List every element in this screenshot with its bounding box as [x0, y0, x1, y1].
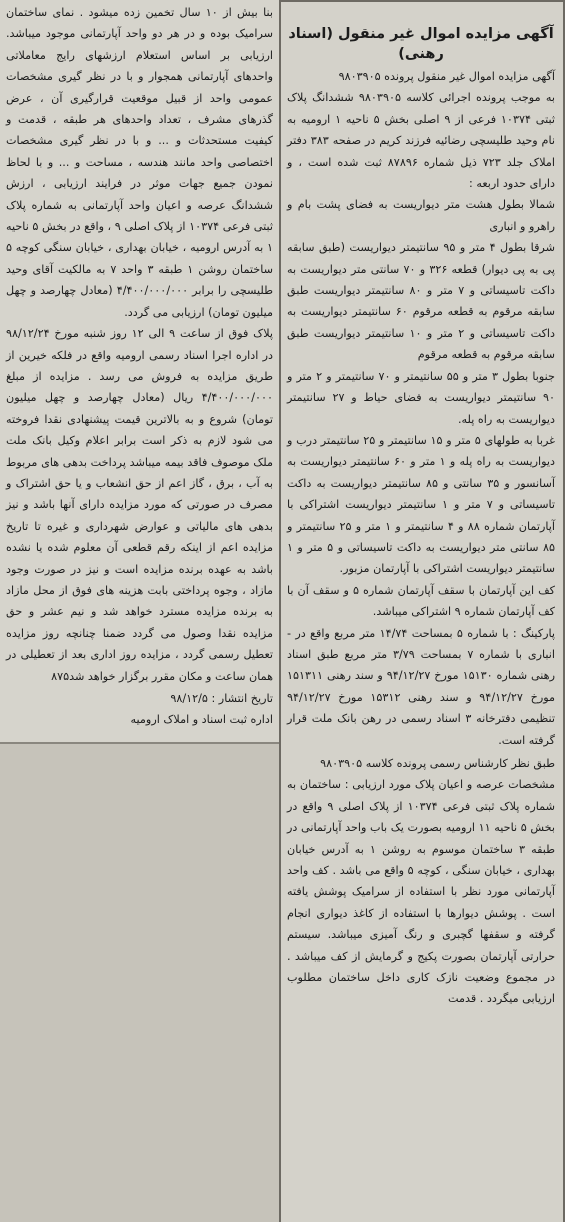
boundary-east: شرقا بطول ۴ متر و ۹۵ سانتیمتر دیواریست (طبق سابقه پی به پی دیوار) قطعه ۳۲۶ و ۷۰ سانتی متر دیواریست به داکت تاسیساتی و ۷ متر و ۸۰ سانتیمتر دیواریست طبق سابقه مرقوم به قطعه مرقوم ۶۰ سانتیمتر دیواریست به داکت تاسیساتی و ۲ متر و ۱۰ سانتیمتر دیواریست طبق سابقه مرقوم به قطعه مرقوم: [287, 241, 555, 362]
parking-storage-mortgage: پارکینگ : با شماره ۵ بمساحت ۱۴/۷۴ متر مربع واقع در - انباری با شماره ۷ بمساحت ۳/۷۹ متر مربع طبق اسناد رهنی شماره ۱۵۱۳۰ مورخ ۹۴/۱۲/۲۷ و سند رهنی ۱۵۱۳۱۱ مورخ ۹۴/۱۲/۲۷ و سند رهنی ۱۵۳۱۲ مورخ ۹۴/۱۲/۲۷ تنظیمی دفترخانه ۳ اسناد رسمی در رهن بانک ملت قرار گرفته است.: [287, 626, 556, 747]
boundary-west: غربا به طولهای ۵ متر و ۱۵ سانتیمتر و ۲۵ سانتیمتر درب و دیواریست به راه پله و ۱ متر و ۶۰ سانتیمتر دیواریست به آسانسور و ۳۵ سانتی و ۸۵ سانتیمتر دیواریست به داکت تاسیساتی و ۷ متر و ۱ سانتیمتر دیواریست اشتراکی با آپارتمان شماره ۸۸ و ۴ سانتیمتر و ۱ متر و ۲۵ سانتیمتر و ۸۵ سانتی متر دیواریست به داکت تاسیساتی و ۵ متر و ۱ سانتیمتر دیواریست اشتراکی با آپارتمان مزبور.: [287, 433, 556, 576]
plaque-description: به موجب پرونده اجرائی کلاسه ۹۸۰۳۹۰۵ ششدانگ پلاک ثبتی ۱۰۳۷۴ فرعی از ۹ اصلی بخش ۵ ناحیه ۱ ارومیه به نام وحید طلیسچی رضائیه فرزند کریم در صفحه ۳۸۳ دفتر املاک جلد ۷۲۳ ذیل شماره ۸۷۸۹۶ ثبت شده است ، و دارای حدود اربعه :: [287, 91, 555, 191]
right-column: [279, 0, 565, 1222]
publication-date: تاریخ انتشار : ۹۸/۱۲/۵: [170, 692, 273, 705]
left-column: [0, 0, 279, 744]
auction-terms-paragraph: پلاک فوق از ساعت ۹ الی ۱۲ روز شنبه مورخ ۹۸/۱۲/۲۴ در اداره اجرا اسناد رسمی ارومیه واقع در فلکه خیرین از طریق مزایده به فروش می رسد . مزایده از مبلغ ۴/۴۰۰/۰۰۰/۰۰۰ ریال (معادل چهارصد و چهل میلیون تومان) شروع و به بالاترین قیمت پیشنهادی نقدا فروخته می شود لازم به ذکر است برابر اعلام وکیل بانک ملت ملک موصوف فاقد بیمه میباشد پرداخت بدهی های مربوط به آب ، برق ، گاز اعم از حق انشعاب و یا حق اشتراک و مصرف در صورتی که مورد مزایده دارای آنها باشد و نیز بدهی های مالیاتی و عوارض شهرداری و غیره تا تاریخ مزایده اعم از اینکه رقم قطعی آن معلوم شده یا نشده باشد به عهده برنده مزایده است و نیز در صورت وجود مازاد ، وجوه پرداختی بابت هزینه های فوق از محل مازاد به برنده مزایده مسترد خواهد شد و نیم عشر و حق مزایده نقدا وصول می گردد ضمنا چنانچه روز مزایده تعطیل رسمی گردد ، مزایده روز اداری بعد از تعطیلی در همان ساعت و مکان مقرر برگزار خواهد شد۸۷۵: [6, 327, 273, 683]
boundary-south: جنوبا بطول ۳ متر و ۵۵ سانتیمتر و ۷۰ سانتیمتر و ۲ متر و ۹۰ سانتیمتر دیواریست به فضای حیاط و ۲۷ سانتیمتر دیواریست به راه پله.: [287, 369, 555, 426]
floor-ceiling-note: کف این آپارتمان با سقف آپارتمان شماره ۵ و سقف آن با کف آپارتمان شماره ۹ اشتراکی میباشد.: [287, 583, 556, 619]
notice-title: آگهی مزایده اموال غیر منقول (اسناد رهنی): [288, 26, 554, 62]
boundary-north: شمالا بطول هشت متر دیواریست به فضای پشت بام و راهرو و انباری: [287, 198, 555, 233]
valuation-paragraph: بنا بیش از ۱۰ سال تخمین زده میشود . نمای ساختمان سرامیک بوده و در هر دو واحد آپارتمانی موجود میباشد. ارزیابی بر اساس استعلام ارزشهای رایج معاملاتی واحدهای آپارتمانی همجوار و با در نظر گیری مشخصات عمومی واحد از قبیل موقعیت قرارگیری آن ، عرض گذرهای مشرف ، تعداد واحدهای هر طبقه ، قدمت و کیفیت مستحدثات و ... و با در نظر گیری مشخصات اختصاصی واحد مانند هندسه ، مساحت و ... و با لحاظ نمودن جمیع جهات موثر در فرایند ارزیابی ، ارزش ششدانگ عرصه و اعیان واحد آپارتمانی به شماره پلاک ثبتی فرعی ۱۰۳۷۴ از پلاک اصلی ۹ ، واقع در بخش ۵ ناحیه ۱ به آدرس ارومیه ، خیابان بهداری ، خیابان سنگی کوچه ۵ ساختمان روشن ۱ طبقه ۳ واحد ۷ به مالکیت آقای وحید طلیسچی را برابر ۴/۴۰۰/۰۰۰/۰۰۰ (معادل چهارصد و چهل میلیون تومان) ارزیابی می گردد.: [6, 6, 274, 319]
notice-case-heading: آگهی مزایده اموال غیر منقول پرونده ۹۸۰۳۹۰۵: [338, 70, 555, 83]
issuing-office: اداره ثبت اسناد و املاک ارومیه: [130, 713, 273, 727]
property-specifications: مشخصات عرصه و اعیان پلاک مورد ارزیابی : ساختمان به شماره پلاک ثبتی فرعی ۱۰۳۷۴ از پلاک اصلی ۹ واقع در بخش ۵ ناحیه ۱۱ ارومیه بصورت یک باب واحد آپارتمانی در طبقه ۳ ساختمان موسوم به روشن ۱ به آدرس خیابان بهداری ، خیابان سنگی ، کوچه ۵ واقع می باشد . کف واحد آپارتمانی مورد نظر با استفاده از سرامیک پوشش یافته است . پوشش دیوارها با استفاده از کاغذ دیواری انجام گرفته و سقفها گچبری و رنگ آمیزی میباشد. سیستم حرارتی آپارتمان بصورت پکیج و گرمایش از کف میباشد . در مجموع وضعیت نازک کاری داخل ساختمان مطلوب ارزیابی میگردد . قدمت: [287, 778, 556, 1006]
expert-opinion-heading: طبق نظر کارشناس رسمی پرونده کلاسه ۹۸۰۳۹۰۵: [320, 757, 555, 770]
